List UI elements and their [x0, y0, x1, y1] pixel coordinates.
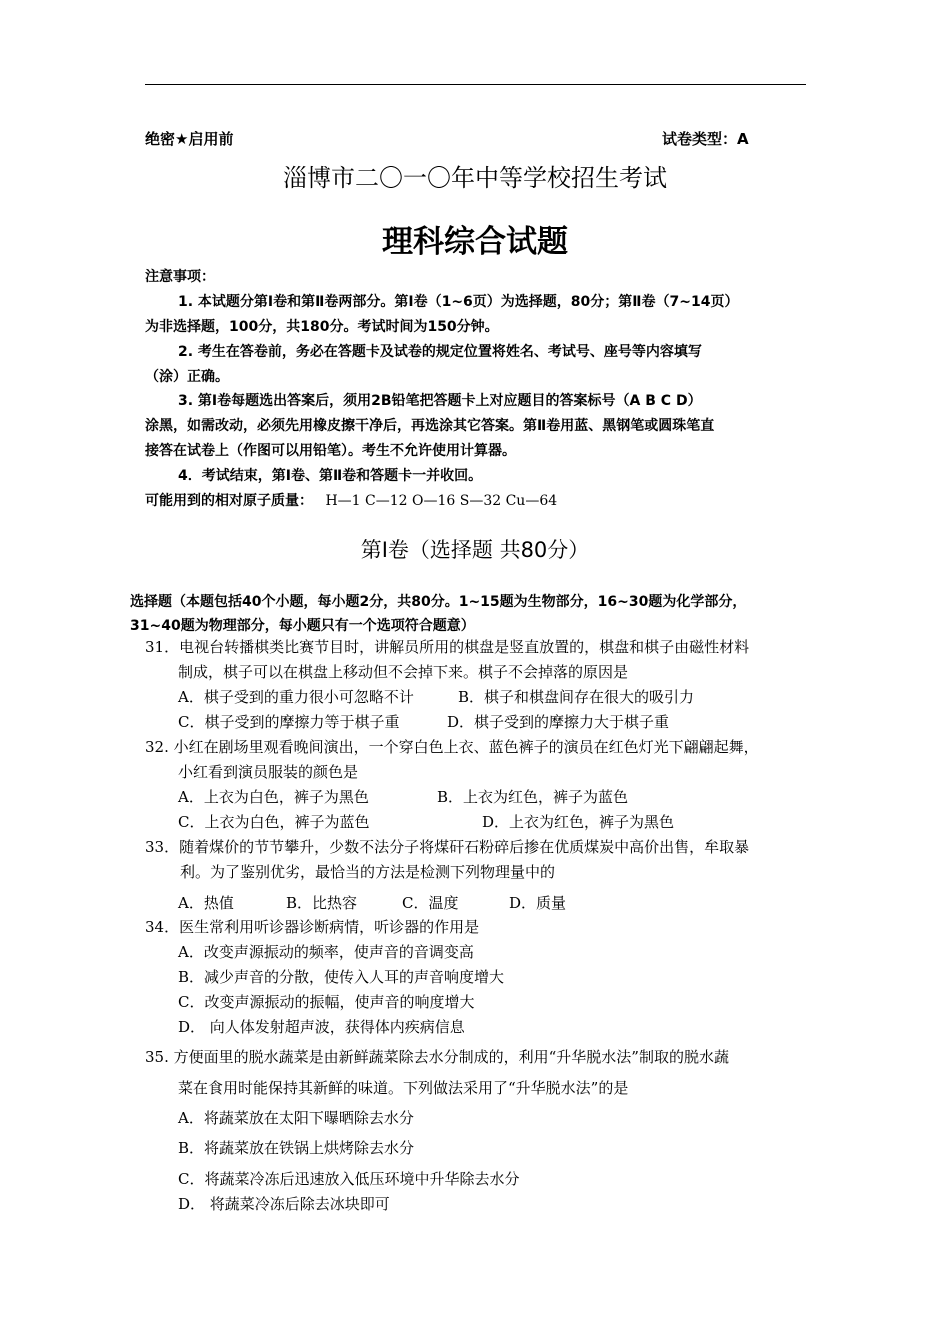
subject-title: 理科综合试题: [382, 224, 568, 260]
q35-option-d: D． 将蔬菜冷冻后除去冰块即可: [178, 1195, 390, 1213]
q31-stem-line2: 制成，棋子可以在棋盘上移动但不会掉下来。棋子不会掉落的原因是: [178, 663, 629, 681]
q32-stem-line1: 32. 小红在剧场里观看晚间演出，一个穿白色上衣、蓝色裤子的演员在红色灯光下翩翩起舞，: [145, 738, 759, 756]
notice-item2-line1: 2. 考生在答卷前，务必在答题卡及试卷的规定位置将姓名、考试号、座号等内容填写: [178, 344, 702, 360]
q35-option-a: A．将蔬菜放在太阳下曝晒除去水分: [178, 1109, 414, 1127]
notice-item1-line1: 1. 本试题分第Ⅰ卷和第Ⅱ卷两部分。第Ⅰ卷（1~6页）为选择题，80分；第Ⅱ卷（7~14页）: [178, 294, 739, 310]
q34-option-d: D． 向人体发射超声波，获得体内疾病信息: [178, 1018, 465, 1036]
q31-stem-line1: 31．电视台转播棋类比赛节目时，讲解员所用的棋盘是竖直放置的，棋盘和棋子由磁性材料: [145, 638, 750, 656]
notice-item2-line2: （涂）正确。: [145, 369, 229, 385]
q33-option-b: B．比热容: [286, 894, 358, 912]
notice-item4: 4．考试结束，第Ⅰ卷、第Ⅱ卷和答题卡一并收回。: [178, 468, 483, 484]
section-title: 第Ⅰ卷（选择题 共80分）: [360, 538, 590, 562]
q33-option-d: D．质量: [509, 894, 567, 912]
section-intro-line1: 选择题（本题包括40个小题，每小题2分，共80分。1~15题为生物部分，16~30题为化学部分，: [130, 594, 747, 610]
q35-stem-line1: 35. 方便面里的脱水蔬菜是由新鲜蔬菜除去水分制成的，利用“升华脱水法”制取的脱水蔬: [145, 1048, 729, 1066]
q32-option-d: D．上衣为红色，裤子为黑色: [482, 813, 675, 831]
atomic-mass-values: H—1 C—12 O—16 S—32 Cu—64: [325, 493, 558, 509]
q33-option-a: A．热值: [178, 894, 234, 912]
paper-type: 试卷类型：A: [662, 130, 749, 148]
q33-stem-line2: 利。为了鉴别优劣，最恰当的方法是检测下列物理量中的: [180, 863, 556, 881]
q35-option-b: B．将蔬菜放在铁锅上烘烤除去水分: [178, 1139, 415, 1157]
atomic-mass-label: 可能用到的相对原子质量：: [145, 493, 313, 509]
notice-heading: 注意事项：: [145, 269, 215, 285]
q31-option-a: A．棋子受到的重力很小可忽略不计: [178, 688, 414, 706]
q32-option-c: C．上衣为白色，裤子为蓝色: [178, 813, 370, 831]
q32-stem-line2: 小红看到演员服装的颜色是: [178, 763, 359, 781]
q31-option-d: D．棋子受到的摩擦力大于棋子重: [447, 713, 670, 731]
top-rule: [145, 84, 806, 85]
q33-stem-line1: 33．随着煤价的节节攀升，少数不法分子将煤矸石粉碎后掺在优质煤炭中高价出售，牟取暴: [145, 838, 750, 856]
q33-option-c: C．温度: [402, 894, 459, 912]
q34-option-a: A．改变声源振动的频率，使声音的音调变高: [178, 943, 474, 961]
q35-option-c: C．将蔬菜冷冻后迅速放入低压环境中升华除去水分: [178, 1170, 520, 1188]
secret-label: 绝密★启用前: [145, 130, 234, 148]
notice-item3-line3: 接答在试卷上（作图可以用铅笔）。考生不允许使用计算器。: [145, 443, 516, 459]
notice-item3-line2: 涂黑，如需改动，必须先用橡皮擦干净后，再选涂其它答案。第Ⅱ卷用蓝、黑钢笔或圆珠笔直: [145, 418, 715, 434]
section-intro-line2: 31~40题为物理部分，每小题只有一个选项符合题意）: [130, 618, 475, 634]
q31-option-c: C．棋子受到的摩擦力等于棋子重: [178, 713, 400, 731]
notice-item3-line1: 3. 第Ⅰ卷每题选出答案后，须用2B铅笔把答题卡上对应题目的答案标号（A B C D）: [178, 393, 702, 409]
atomic-mass-line: [145, 490, 557, 510]
exam-title: 淄博市二〇一〇年中等学校招生考试: [283, 164, 667, 192]
q34-option-c: C．改变声源振动的振幅，使声音的响度增大: [178, 993, 475, 1011]
q34-stem: 34．医生常利用听诊器诊断病情，听诊器的作用是: [145, 918, 480, 936]
q34-option-b: B．减少声音的分散，使传入人耳的声音响度增大: [178, 968, 505, 986]
q32-option-b: B．上衣为红色，裤子为蓝色: [437, 788, 629, 806]
q32-option-a: A．上衣为白色，裤子为黑色: [178, 788, 369, 806]
q35-stem-line2: 菜在食用时能保持其新鲜的味道。下列做法采用了“升华脱水法”的是: [178, 1079, 629, 1097]
notice-item1-line2: 为非选择题，100分，共180分。考试时间为150分钟。: [145, 319, 499, 335]
q31-option-b: B．棋子和棋盘间存在很大的吸引力: [458, 688, 695, 706]
